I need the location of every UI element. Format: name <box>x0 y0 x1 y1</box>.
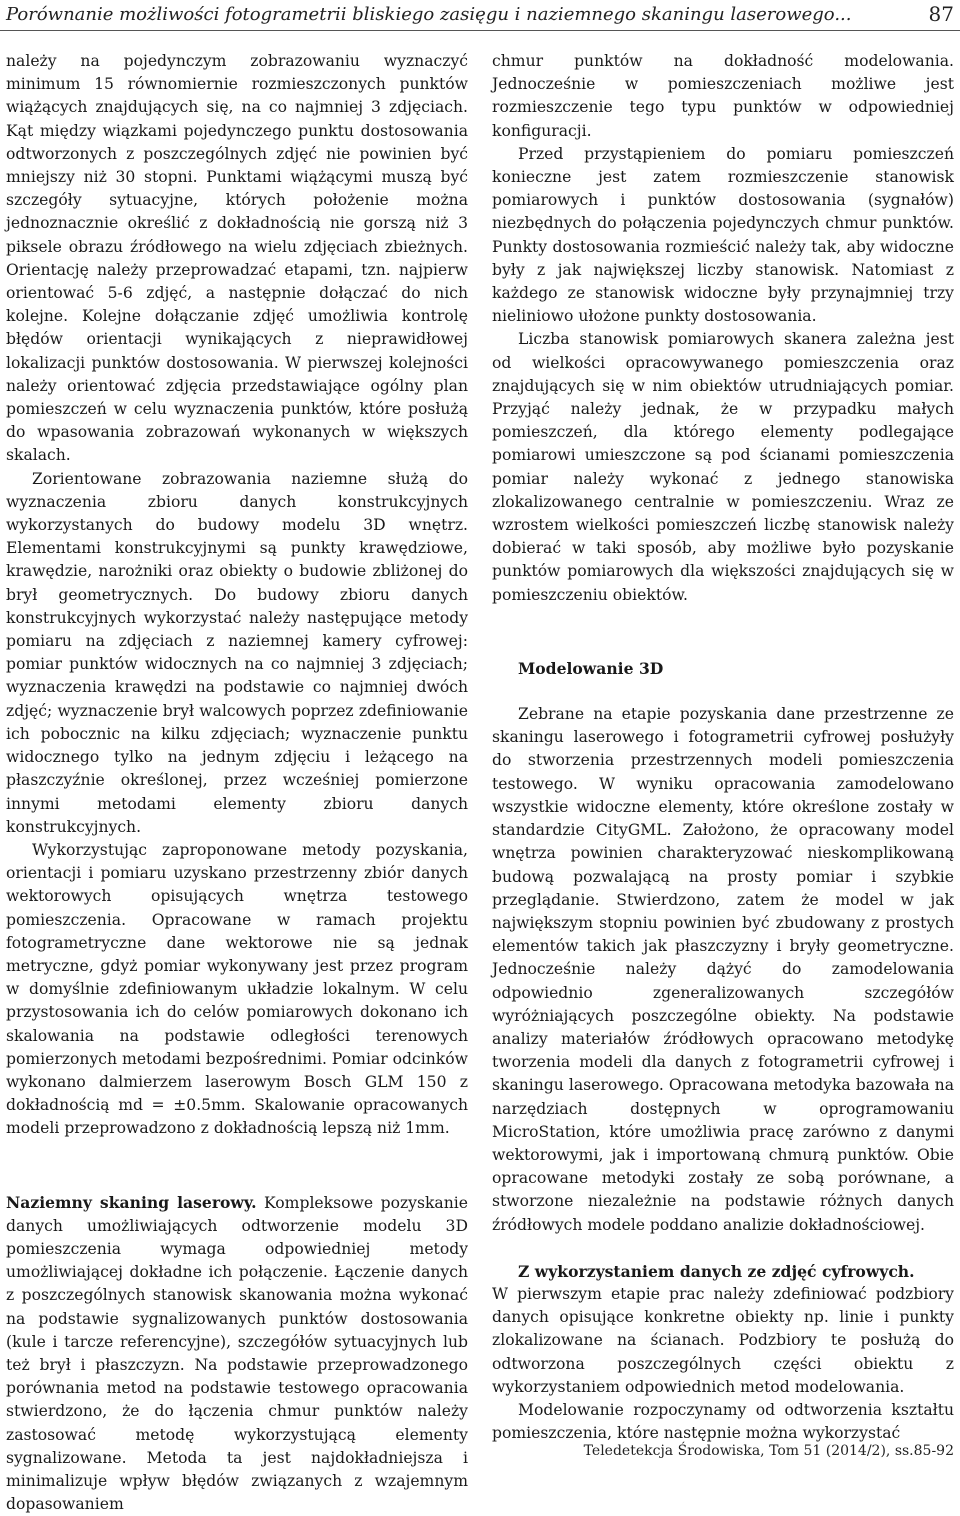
paragraph: należy na pojedynczym zobrazowaniu wyznaczyć minimum 15 równomiernie rozmieszczonych punktów wiążących znajdujących się, na co najmniej 3 zdjęciach. Kąt między wiązkami pojedynczego punktu dostosowania odtworzonych z poszczególnych zdjęć nie powinien być mniejszy niż 30 stopni. Punktami wiążącymi muszą być szczegóły sytuacyjne, których położenie można jednoznacznie określić z dokładnością nie gorszą niż 3 piksele obrazu źródłowego na wielu zdjęciach zbieżnych. Orientację należy przeprowadzać etapami, tzn. najpierw orientować 5-6 zdjęć, a następnie dołączać do nich kolejne. Kolejne dołączanie zdjęć umożliwia kontrolę błędów orientacji wynikających z nieprawidłowej lokalizacji punktów dostosowania. W pierwszej kolejności należy orientować zdjęcia przedstawiające ogólny plan pomieszczeń w celu wyznaczenia punktów, które posłużą do wpasowania zobrazowań wykonanych w większych skalach. <box>6 52 468 465</box>
spacer <box>492 1237 954 1260</box>
paragraph: Liczba stanowisk pomiarowych skanera zależna jest od wielkości opracowywanego pomieszczenia oraz znajdujących się w nim obiektów utrudniających pomiar. Przyjąć należy jednak, że w przypadku małych pomieszczeń, dla którego elementy podlegające pomiarowi umieszczone są pod ścianami pomieszczenia pomiar należy wykonać z jednego stanowiska zlokalizowanego centralnie w pomieszczeniu. Wraz ze wzrostem wielkości pomieszczeń liczbę stanowisk należy dobierać w taki sposób, aby możliwe było pozyskanie punktów pomiarowych dla większości znajdujących się w pomieszczeniu obiektów. <box>492 330 954 604</box>
spacer <box>492 680 954 703</box>
spacer <box>6 1141 468 1191</box>
section-heading: Modelowanie 3D <box>518 658 664 678</box>
paragraph: chmur punktów na dokładność modelowania. Jednocześnie w pomieszczeniach możliwe jest rozmieszczenie tego typu punktów w odpowiedniej konfiguracji. <box>492 52 954 140</box>
paragraph: Przed przystąpieniem do pomiaru pomieszczeń konieczne jest zatem rozmieszczenie stanowisk pomiarowych i punktów dostosowania (sygnałów) niezbędnych do połączenia pojedynczych chmur punktów. Punkty dostosowania rozmieścić należy tak, aby widoczne były z jak największej liczby stanowisk. Natomiast z każdego ze stanowisk widoczne były przynajmniej trzy nieliniowo ułożone punkty dostosowania. <box>492 144 954 326</box>
paragraph: Zebrane na etapie pozyskania dane przestrzenne ze skaningu laserowego i fotogrametrii cyfrowej posłużyły do stworzenia przestrzennych modeli pomieszczenia testowego. W wyniku opracowania zamodelowano wszystkie widoczne elementy, które określone zostały w standardzie CityGML. Założono, że opracowany model wnętrza powinien charakteryzować nieskomplikowaną budową pozwalającą na prosty pomiar i szybkie przeglądanie. Stwierdzono, zatem że model w jak największym stopniu powinien być zbudowany z prostych elementów takich jak płaszczyzny i bryły geometryczne. Jednocześnie należy dążyć do zamodelowania odpowiednio zgeneralizowanych szczegółów wyróżniających poszczególne obiekty. Na podstawie analizy materiałów źródłowych opracowano metodykę tworzenia modeli dla danych z fotogrametrii cyfrowej i skaningu laserowego. Opracowana metodyka bazowała na narzędziach dostępnych w oprogramowaniu MicroStation, które umożliwia pracę zarówno z danymi wektorowymi, jak i importowaną chmurą punktów. Obie opracowane metodyki zostały ze sobą porównane, a stworzone niezależnie na podstawie różnych danych źródłowych modele poddano analizie dokładnościowej. <box>492 705 954 1234</box>
paragraph: Wykorzystując zaproponowane metody pozyskania, orientacji i pomiaru uzyskano przestrzenny zbiór danych wektorowych opisujących wnętrza testowego pomieszczenia. Opracowane w ramach projektu fotogrametryczne dane wektorowe nie są jednak metryczne, gdyż pomiar wykonywany jest przez program w domyślnie zdefiniowanym układzie lokalnym. W celu przystosowania ich do celów pomiarowych dokonano ich skalowania na podstawie odległości terenowych pomierzonych metodami bezpośrednimi. Pomiar odcinków wykonano dalmierzem laserowym Bosch GLM 150 z dokładnością md = ±0.5mm. Skalowanie opracowanych modeli przeprowadzono z dokładnością lepszą niż 1mm. <box>6 840 468 1138</box>
subsection-heading: Z wykorzystaniem danych ze zdjęć cyfrowych. <box>518 1261 915 1281</box>
running-header <box>0 0 960 30</box>
right-column <box>492 50 954 1445</box>
run-in-heading: Naziemny skaning laserowy. <box>6 1192 257 1212</box>
paragraph: Zorientowane zobrazowania naziemne służą do wyznaczenia zbioru danych konstrukcyjnych wykorzystanych do budowy modelu 3D wnętrz. Elementami konstrukcyjnymi są punkty krawędziowe, krawędzie, narożniki oraz obiekty o budowie zbliżonej do brył geometrycznych. Do budowy zbioru danych konstrukcyjnych wykorzystać należy następujące metody pomiaru na zdjęciach z naziemnej kamery cyfrowej: pomiar punktów widocznych na co najmniej 3 zdjęciach; wyznaczenia krawędzi na podstawie co najmniej dwóch zdjęć; wyznaczenie brył walcowych poprzez zdefiniowanie ich pobocznic na kilku zdjęciach; wyznaczenie punktu widocznego tylko na jednym zdjęciu i leżącego na płaszczyźnie określonej, przez wcześniej pomierzone innymi metodami elementy zbioru danych konstrukcyjnych. <box>6 469 468 836</box>
spacer <box>492 607 954 657</box>
page-number: 87 <box>928 2 954 26</box>
running-title: Porównanie możliwości fotogrametrii bliskiego zasięgu i naziemnego skaningu laserowego... <box>6 4 852 25</box>
journal-citation: Teledetekcja Środowiska, Tom 51 (2014/2), ss.85-92 <box>583 1443 954 1459</box>
paragraph-with-run-in-heading <box>6 1191 468 1516</box>
paragraph: W pierwszym etapie prac należy zdefiniować podzbiory danych opisujące konkretne obiekty np. linie i punkty zlokalizowane na ścianach. Podzbiory te posłużą do odtworzona poszczególnych części obiektu z wykorzystaniem odpowiednich metod modelowania. <box>492 1284 954 1396</box>
header-rule <box>0 30 960 31</box>
left-column <box>6 50 468 1516</box>
paragraph-text: Kompleksowe pozyskanie danych umożliwiających odtworzenie modelu 3D pomieszczenia wymaga odpowiedniej metody umożliwiającej dokładne ich połączenie. Łączenie danych z poszczególnych stanowisk skanowania można wykonać na podstawie sygnalizowanych punktów dostosowania (kule i tarcze referencyjne), szczegółów sytuacyjnych lub też brył i płaszczyzn. Na podstawie przeprowadzonego porównania metod na podstawie testowego opracowania stwierdzono, że do łączenia chmur punktów należy zastosować metodę wykorzystującą elementy sygnalizowane. Metoda ta jest najdokładniejsza i minimalizuje wpływ błędów związanych z wzajemnym dopasowaniem <box>6 1193 468 1514</box>
paragraph: Modelowanie rozpoczynamy od odtworzenia kształtu pomieszczenia, które następnie można wykorzystać <box>492 1400 954 1443</box>
